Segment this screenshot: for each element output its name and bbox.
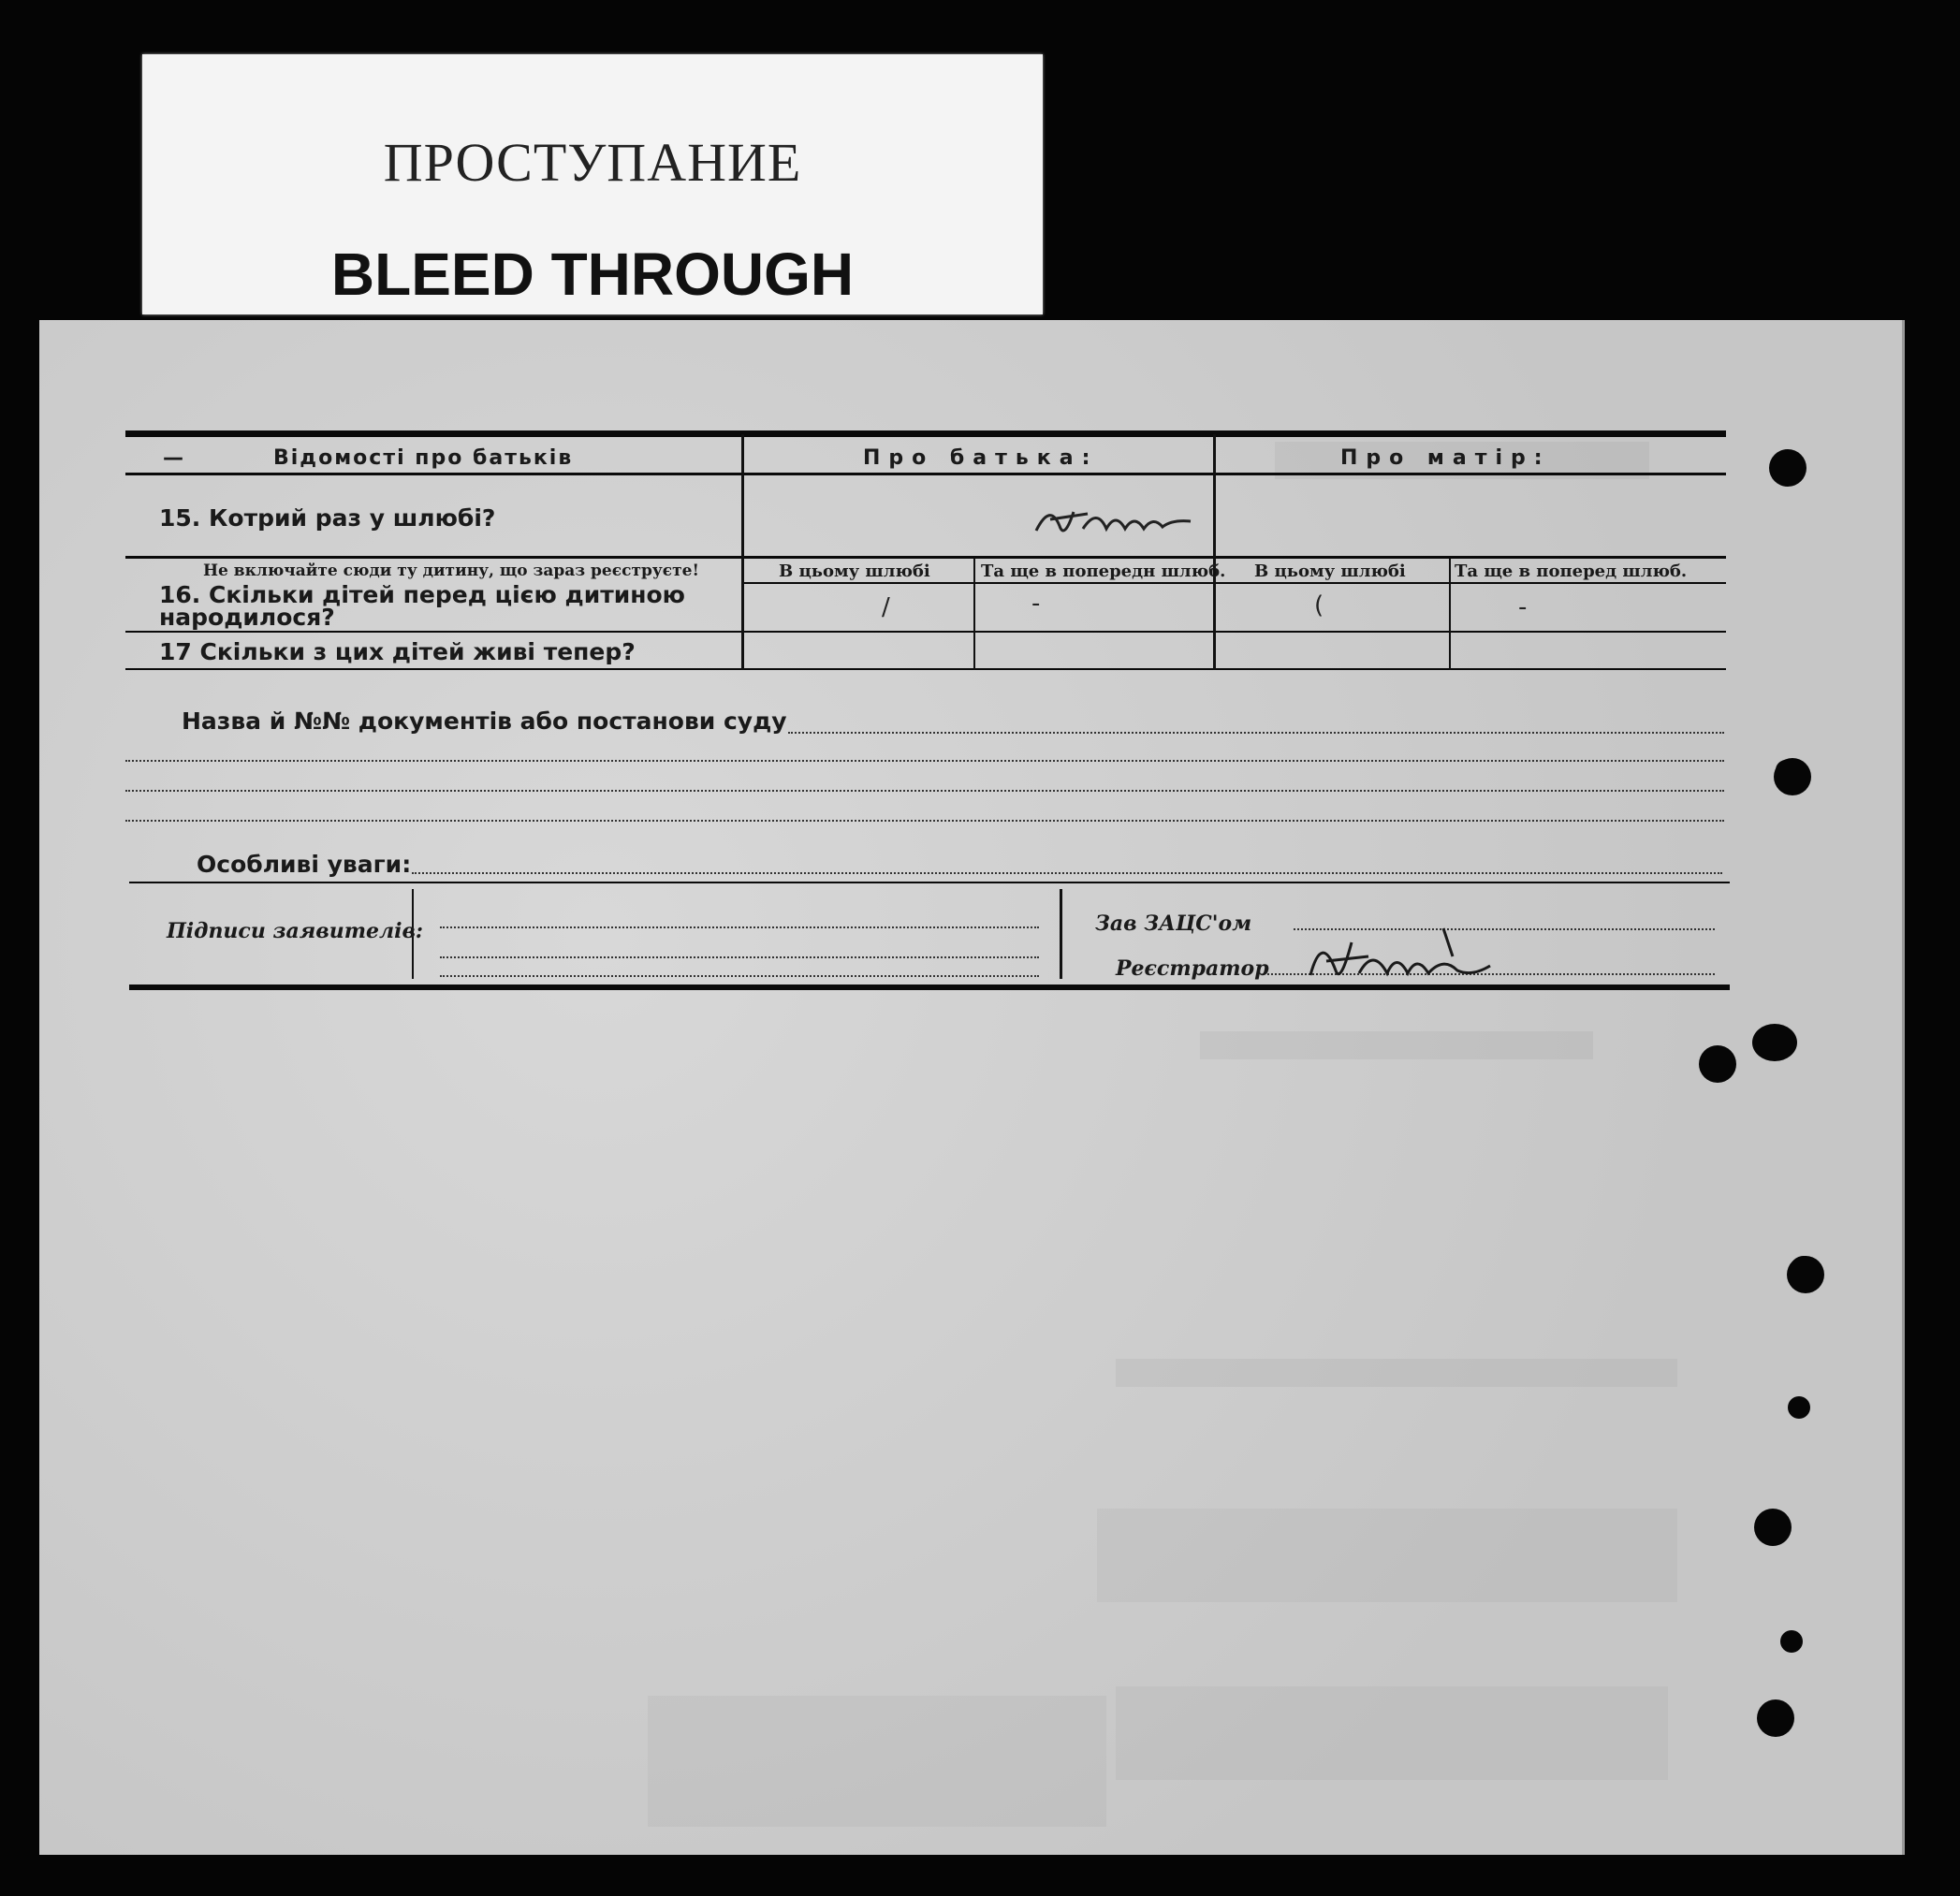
table-divider-father xyxy=(741,434,744,670)
binder-hole xyxy=(1787,1256,1824,1293)
header-about-mother: Про матір: xyxy=(1340,446,1551,470)
table-subheader-rule xyxy=(741,582,1726,584)
header-about-father: Про батька: xyxy=(863,446,1099,470)
sub-father-current-marriage: В цьому шлюбі xyxy=(779,562,930,581)
document-page xyxy=(39,320,1905,1855)
table-rule-15 xyxy=(125,556,1726,559)
binder-hole xyxy=(1780,1630,1803,1653)
bleed-through-shadow xyxy=(1200,1031,1593,1059)
signatures-top-rule xyxy=(129,882,1730,883)
remarks-label: Особливі уваги: xyxy=(197,851,412,878)
table-top-rule xyxy=(125,430,1726,437)
archive-label-card xyxy=(142,54,1043,314)
applicants-signatures-label: Підписи заявителів: xyxy=(167,919,424,943)
table-divider-mother-sub xyxy=(1449,558,1451,670)
binder-hole xyxy=(1788,1396,1810,1419)
table-bottom-rule xyxy=(129,984,1730,990)
signatures-divider-right xyxy=(1060,889,1062,979)
bleed-through-shadow xyxy=(1097,1509,1677,1602)
documents-line xyxy=(125,760,1724,762)
mother-current-children-value: ( xyxy=(1314,591,1324,620)
table-header-rule xyxy=(125,473,1726,475)
bleed-through-shadow xyxy=(1116,1359,1677,1387)
binder-hole xyxy=(1757,1699,1794,1737)
table-rule-17 xyxy=(125,668,1726,670)
header-dash: — xyxy=(163,446,185,470)
father-current-children-value: / xyxy=(882,593,890,621)
row-17-label: 17 Скільки з цих дітей живі тепер? xyxy=(159,638,636,665)
applicant-signature-line xyxy=(440,975,1039,977)
mother-previous-children-value: - xyxy=(1518,593,1528,621)
row-16-label: 16. Скільки дітей перед цією дитиною народилося? xyxy=(159,581,685,631)
row-15-label: 15. Котрий раз у шлюбі? xyxy=(159,504,496,532)
sub-mother-current-marriage: В цьому шлюбі xyxy=(1254,562,1406,581)
binder-hole xyxy=(1754,1509,1792,1546)
registry-head-label: Зав ЗАЦС'ом xyxy=(1095,912,1252,936)
label-english: BLEED THROUGH xyxy=(330,241,855,308)
father-marriage-count-handwriting xyxy=(1031,493,1200,549)
documents-line xyxy=(125,820,1724,822)
table-divider-father-sub xyxy=(973,558,975,670)
binder-hole xyxy=(1752,1024,1797,1061)
father-previous-children-value: - xyxy=(1031,590,1041,618)
documents-label: Назва й №№ документів або постанови суду xyxy=(182,707,787,735)
documents-line xyxy=(125,790,1724,792)
remarks-line xyxy=(412,872,1722,874)
bleed-through-shadow xyxy=(648,1696,1106,1827)
header-parents-info: Відомості про батьків xyxy=(273,446,574,470)
sub-mother-previous-marriage: Та ще в поперед шлюб. xyxy=(1455,562,1688,581)
documents-line xyxy=(788,732,1724,734)
table-divider-mother xyxy=(1213,434,1216,670)
table-rule-16 xyxy=(125,631,1726,633)
registrar-signature xyxy=(1303,919,1509,994)
bleed-through-shadow xyxy=(1116,1686,1668,1780)
sub-father-previous-marriage: Та ще в попередн шлюб. xyxy=(981,562,1226,581)
binder-hole xyxy=(1769,449,1806,487)
applicant-signature-line xyxy=(440,926,1039,928)
row-16-note: Не включайте сюди ту дитину, що зараз реєструєте! xyxy=(203,562,699,580)
applicant-signature-line xyxy=(440,956,1039,958)
binder-hole xyxy=(1774,758,1811,795)
registrar-label: Реєстратор xyxy=(1116,956,1269,981)
label-russian: ПРОСТУПАНИЕ xyxy=(383,132,802,193)
binder-hole xyxy=(1699,1045,1736,1083)
